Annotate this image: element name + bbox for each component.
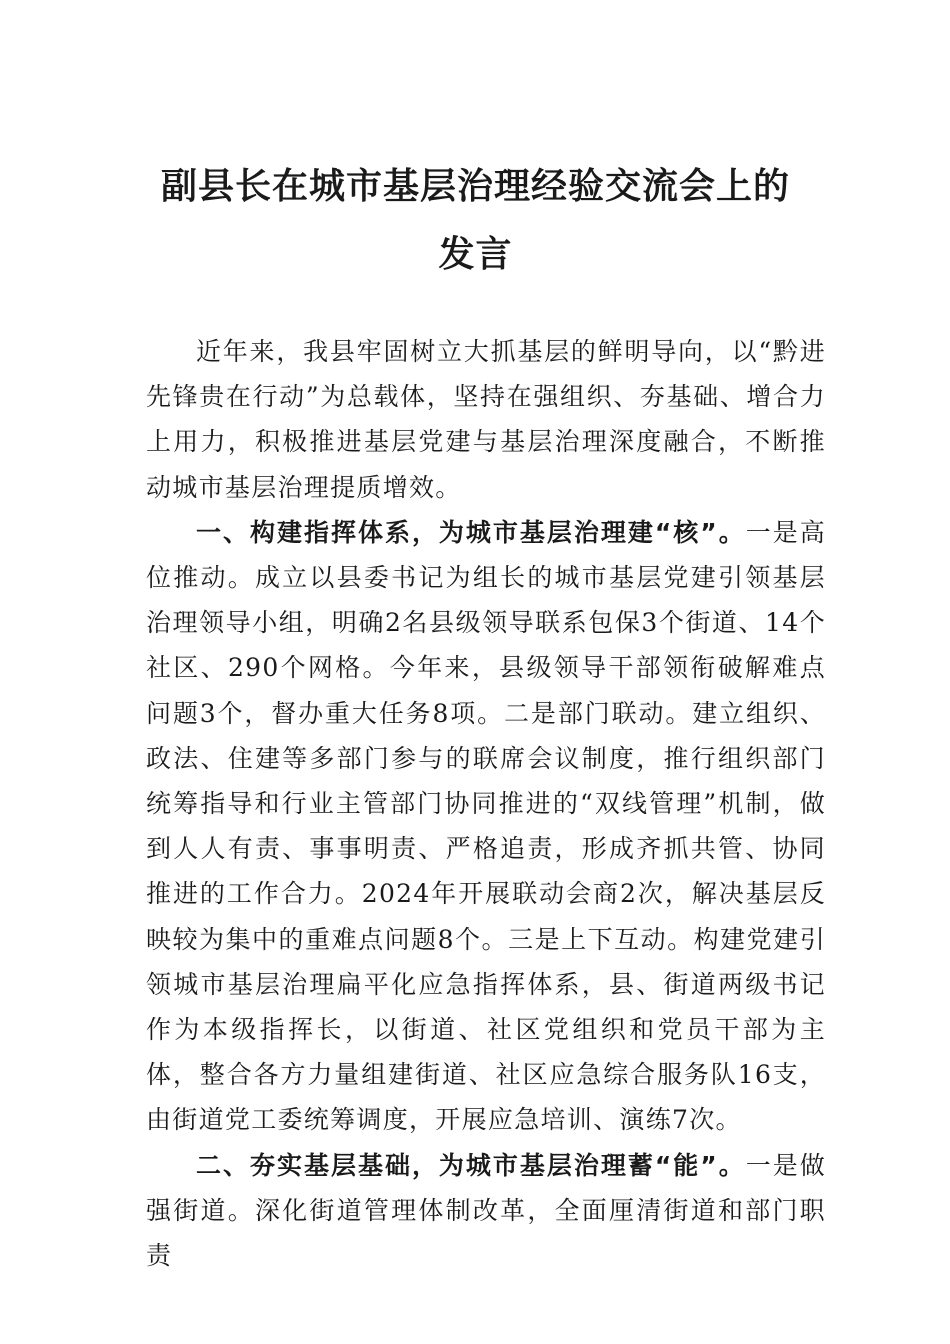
document-title: 副县长在城市基层治理经验交流会上的发言 [160,165,790,275]
intro-paragraph [146,329,826,510]
document-body [146,329,826,1278]
section-two-paragraph [146,1143,826,1279]
section-one-text: 一是高位推动。成立以县委书记为组长的城市基层党建引领基层治理领导小组，明确2名县级领导联系包保3个街道、14个社区、290个网格。今年来，县级领导干部领衔破解难点问题3个，督办重大任务8项。二是部门联动。建立组织、政法、住建等多部门参与的联席会议制度，推行组织部门统筹指导和行业主管部门协同推进的“双线管理”机制，做到人人有责、事事明责、严格追责，形成齐抓共管、协同推进的工作合力。2024年开展联动会商2次，解决基层反映较为集中的重难点问题8个。三是上下互动。构建党建引领城市基层治理扁平化应急指挥体系，县、街道两级书记作为本级指挥长，以街道、社区党组织和党员干部为主体，整合各方力量组建街道、社区应急综合服务队16支，由街道党工委统筹调度，开展应急培训、演练7次。 [146,517,826,1135]
paragraph-text: 近年来，我县牢固树立大抓基层的鲜明导向，以“黔进先锋贵在行动”为总载体，坚持在强组织、夯基础、增合力上用力，积极推进基层党建与基层治理深度融合，不断推动城市基层治理提质增效。 [146,337,826,502]
section-two-text: 一是做强街道。深化街道管理体制改革，全面厘清街道和部门职责 [146,1150,826,1271]
section-one-paragraph [146,510,826,1143]
section-two-heading: 二、夯实基层基础，为城市基层治理蓄“能”。 [196,1150,746,1180]
section-one-heading: 一、构建指挥体系，为城市基层治理建“核”。 [196,517,746,547]
